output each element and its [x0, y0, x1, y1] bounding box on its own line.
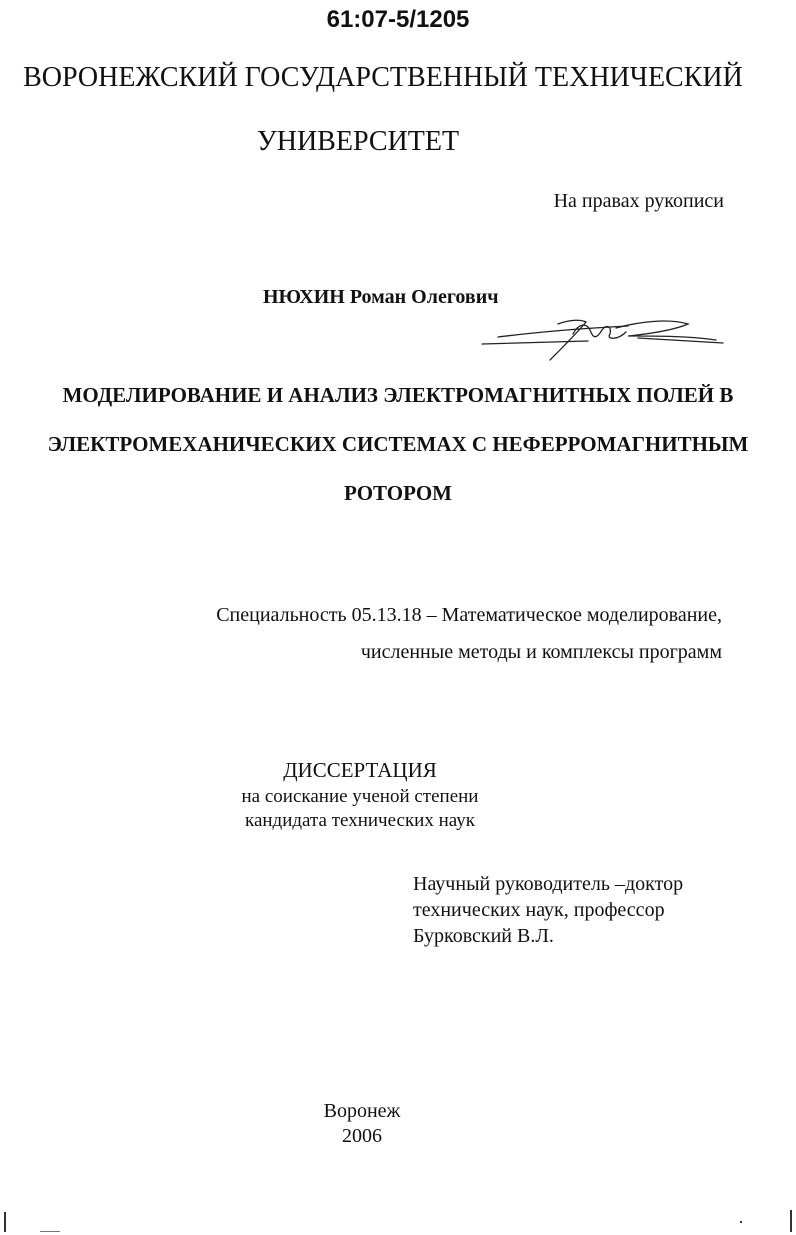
supervisor-line1: Научный руководитель –доктор — [413, 873, 684, 895]
supervisor-line3: Бурковский В.Л. — [413, 925, 554, 947]
dissertation-title-line3: РОТОРОМ — [344, 481, 452, 505]
dissertation-label: ДИССЕРТАЦИЯ — [283, 758, 437, 782]
scan-artifact-right — [790, 1210, 792, 1232]
author-name: НЮХИН Роман Олегович — [263, 286, 499, 308]
catalog-code: 61:07-5/1205 — [326, 6, 470, 33]
manuscript-rights-note: На правах рукописи — [553, 190, 724, 212]
author-signature — [478, 310, 728, 362]
scan-artifact-bottom — [40, 1231, 60, 1232]
year: 2006 — [342, 1125, 382, 1147]
university-name-line2: УНИВЕРСИТЕТ — [256, 126, 460, 157]
scan-artifact-left — [4, 1212, 6, 1232]
dissertation-title-line2: ЭЛЕКТРОМЕХАНИЧЕСКИХ СИСТЕМАХ С НЕФЕРРОМАГНИТНЫМ — [47, 432, 749, 456]
city: Воронеж — [323, 1100, 401, 1122]
specialty-line2: численные методы и комплексы программ — [360, 641, 722, 663]
specialty-line1: Специальность 05.13.18 – Математическое моделирование, — [216, 604, 722, 626]
university-name-line1: ВОРОНЕЖСКИЙ ГОСУДАРСТВЕННЫЙ ТЕХНИЧЕСКИЙ — [23, 62, 743, 93]
degree-line1: на соискание ученой степени — [241, 786, 479, 807]
scan-artifact-dot — [740, 1221, 742, 1223]
supervisor-line2: технических наук, профессор — [413, 899, 665, 921]
dissertation-title-line1: МОДЕЛИРОВАНИЕ И АНАЛИЗ ЭЛЕКТРОМАГНИТНЫХ ПОЛЕЙ В — [62, 383, 734, 407]
degree-line2: кандидата технических наук — [245, 810, 475, 831]
